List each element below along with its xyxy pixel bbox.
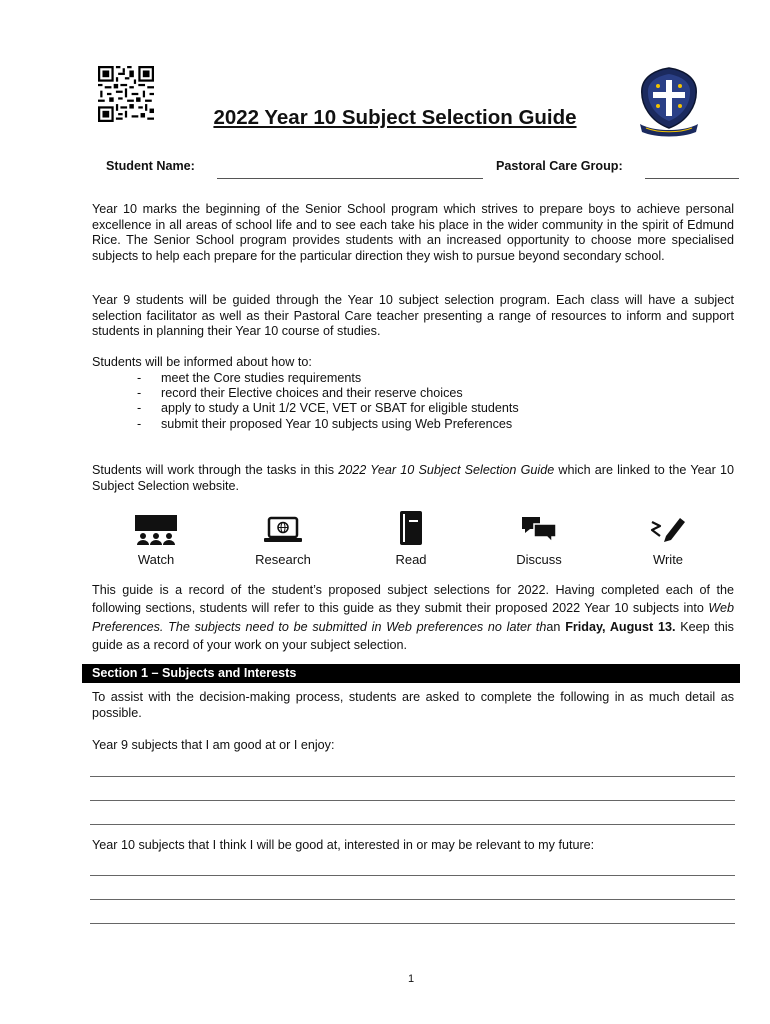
watch-icon (134, 514, 178, 546)
icon-label: Write (652, 552, 684, 567)
student-name-field[interactable] (217, 178, 483, 179)
answer-line[interactable] (90, 923, 735, 924)
intro-paragraph: Year 10 marks the beginning of the Senior School program which strives to prepare boys to achieve personal excellence in all areas of school life and to see each take his place in the wider community in the spirit of Edmund Rice. The Senior School program provides students with an increased opportunity to choose more specialised subjects to help each prepare for the particular direction they wish to pursue beyond secondary school. (92, 202, 734, 263)
icon-read (356, 510, 466, 567)
tasks-paragraph: Students will work through the tasks in this 2022 Year 10 Subject Selection Guide which are linked to the Year 10 Subject Selection website. (92, 463, 735, 493)
icon-label: Research (255, 552, 311, 567)
list-item: - submit their proposed Year 10 subjects using Web Preferences (137, 417, 697, 432)
informed-list (137, 371, 697, 432)
student-name-label: Student Name: (106, 159, 195, 173)
pastoral-care-field[interactable] (645, 178, 739, 179)
section-1-heading: Section 1 – Subjects and Interests (82, 664, 740, 683)
pastoral-care-label: Pastoral Care Group: (496, 159, 623, 173)
list-intro: Students will be informed about how to: (92, 355, 312, 369)
discuss-icon (520, 514, 558, 546)
guide-title-italic: 2022 Year 10 Subject Selection Guide (338, 463, 555, 477)
icon-research (228, 514, 338, 567)
list-item: - apply to study a Unit 1/2 VCE, VET or SBAT for eligible students (137, 401, 697, 416)
answer-line[interactable] (90, 899, 735, 900)
write-icon (648, 514, 688, 546)
page-number: 1 (407, 973, 415, 985)
answer-line[interactable] (90, 824, 735, 825)
answer-line[interactable] (90, 875, 735, 876)
icon-label: Watch (137, 552, 175, 567)
answer-line[interactable] (90, 800, 735, 801)
question-year10-subjects: Year 10 subjects that I think I will be good at, interested in or may be relevant to my future: (92, 838, 595, 852)
list-item: - meet the Core studies requirements (137, 371, 697, 386)
icon-write (613, 514, 723, 567)
list-item: - record their Elective choices and their reserve choices (137, 386, 697, 401)
record-paragraph: This guide is a record of the student’s proposed subject selections for 2022. Having completed each of the following sections, students will refer to this guide as they submit their proposed 2022 Year 10 subjects into Web Preferences. The subjects need to be submitted in Web preferences no later than Friday, August 13. Keep this guide as a record of your work on your subject selection. (92, 583, 734, 653)
section-1-instructions: To assist with the decision-making process, students are asked to complete the following in as much detail as possible. (92, 690, 734, 720)
facilitator-paragraph: Year 9 students will be guided through the Year 10 subject selection program. Each class will have a subject selection facilitator as well as their Pastoral Care teacher presenting a range of resources to inform and support students in planning their Year 10 course of studies. (92, 293, 734, 339)
icon-label: Discuss (516, 552, 562, 567)
answer-line[interactable] (90, 776, 735, 777)
page-title: 2022 Year 10 Subject Selection Guide (213, 106, 577, 129)
icon-watch (101, 514, 211, 567)
icon-label: Read (395, 552, 427, 567)
icon-discuss (484, 514, 594, 567)
question-year9-subjects: Year 9 subjects that I am good at or I enjoy: (92, 738, 335, 752)
research-icon (263, 514, 303, 546)
deadline-date: Friday, August 13. (565, 619, 676, 634)
read-icon (396, 510, 426, 546)
